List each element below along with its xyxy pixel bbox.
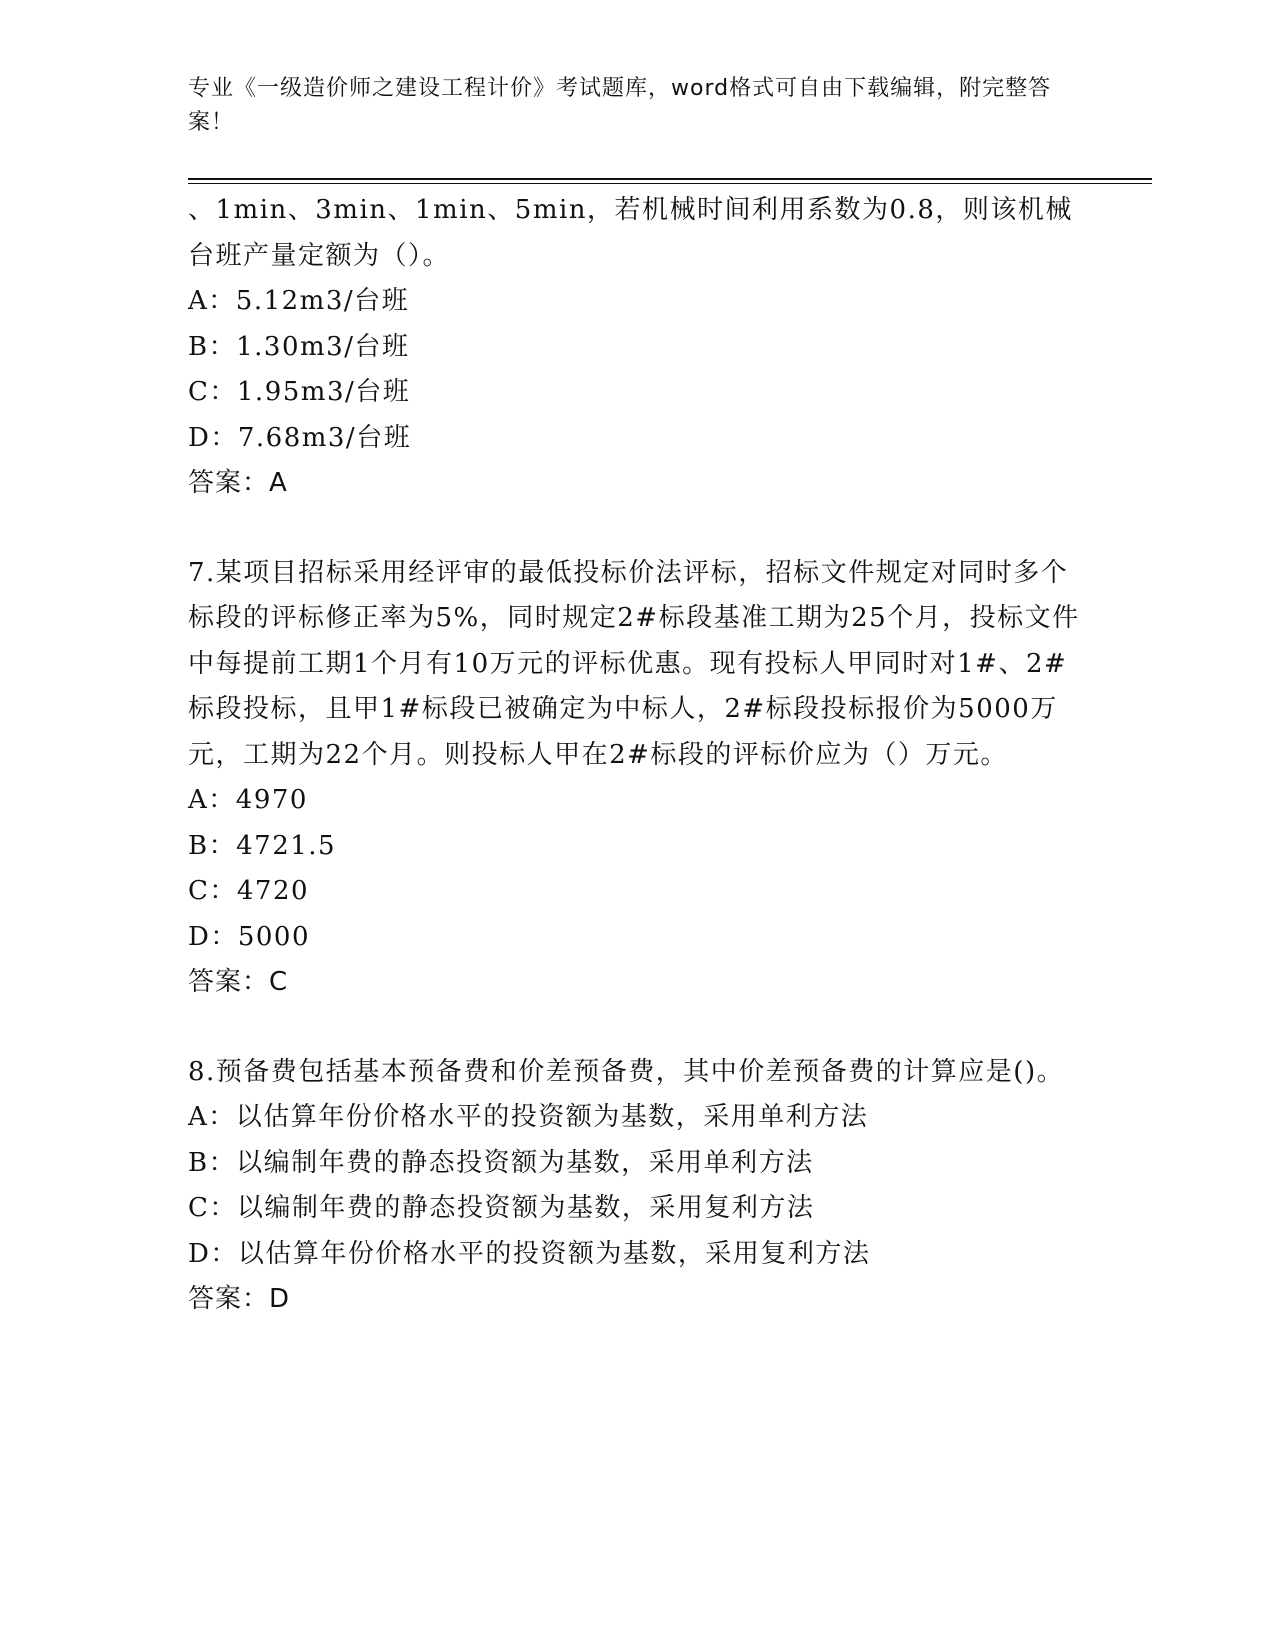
page-header: 专业《一级造价师之建设工程计价》考试题库，word格式可自由下载编辑，附完整答案！ [188, 76, 1052, 135]
question-text: 、1min、3min、1min、5min，若机械时间利用系数为0.8，则该机械台班产量定额为（）。 [188, 195, 1073, 271]
question-8 [188, 1050, 1088, 1323]
option-d: D：以估算年份价格水平的投资额为基数，采用复利方法 [188, 1238, 871, 1269]
question-text: 7.某项目招标采用经评审的最低投标价法评标，招标文件规定对同时多个标段的评标修正率为5%，同时规定2#标段基准工期为25个月，投标文件中每提前工期1个月有10万元的评标优惠。现有投标人甲同时对1#、2#标段投标，且甲1#标段已被确定为中标人，2#标段投标报价为5000万元，工期为22个月。则投标人甲在2#标段的评标价应为（）万元。 [188, 557, 1080, 770]
header-rule-thick [188, 178, 1152, 180]
question-6 [188, 188, 1088, 507]
question-7 [188, 551, 1088, 1006]
header-rule-thin [188, 183, 1152, 184]
question-text: 8.预备费包括基本预备费和价差预备费，其中价差预备费的计算应是()。 [188, 1056, 1065, 1087]
option-a: A：4970 [188, 785, 308, 815]
spacer [188, 507, 1088, 551]
option-c: C：1.95m3/台班 [188, 377, 411, 407]
option-b: B：以编制年费的静态投资额为基数，采用单利方法 [188, 1147, 814, 1178]
option-b: B：4721.5 [188, 830, 337, 861]
option-c: C：以编制年费的静态投资额为基数，采用复利方法 [188, 1193, 815, 1223]
option-d: D：7.68m3/台班 [188, 422, 412, 453]
option-a: A：以估算年份价格水平的投资额为基数，采用单利方法 [188, 1102, 869, 1132]
option-a: A：5.12m3/台班 [188, 286, 410, 316]
option-b: B：1.30m3/台班 [188, 331, 410, 362]
spacer [188, 1006, 1088, 1050]
answer: 答案：D [188, 1284, 291, 1314]
option-d: D：5000 [188, 921, 311, 952]
answer: 答案：A [188, 468, 288, 498]
answer: 答案：C [188, 967, 289, 997]
question-list [188, 188, 1088, 1323]
option-c: C：4720 [188, 876, 310, 906]
